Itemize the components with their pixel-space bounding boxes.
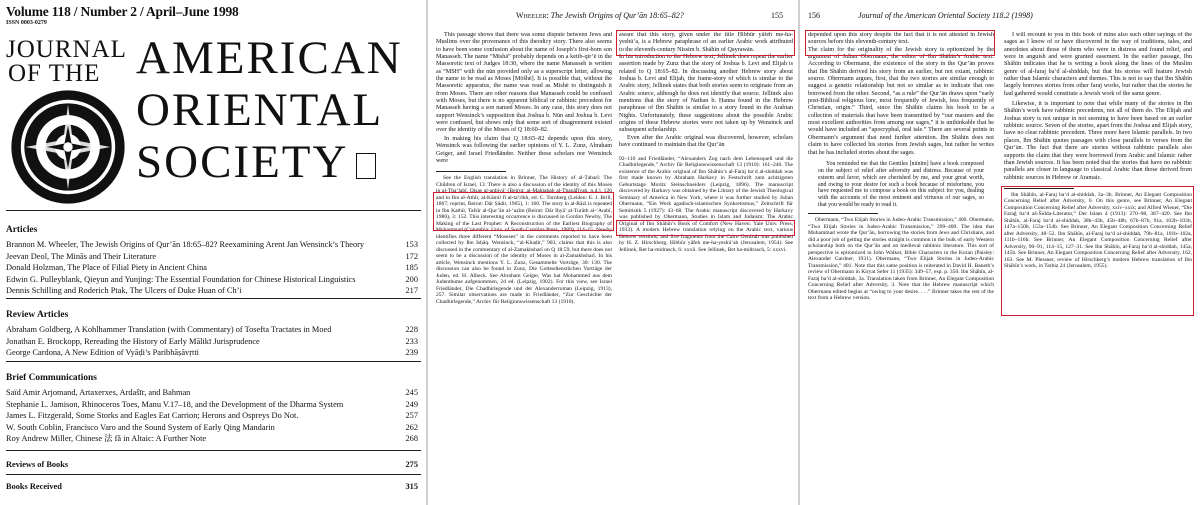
page-number: 155	[771, 11, 783, 20]
highlighted-likewise: Likewise, it is important to note that while many of the stories in Ibn Shāhīn’s work have rabbinic precedents, not all of them do. The Elijah and Joshua story is not unique in not seeming to have been based on an earlier rabbinic source. Seven of the stories, apart from the Joshua and Elijah story, have no clear rabbinic precedent. Three more have Islamic parallels. In two places, Ibn Shāhīn quotes passages with close parallels to verses from the Qur’ān. The fact that there are stories without rabbinic parallels also supports the claim that they were borrowed from Arabic and Islamic rather than Jewish sources. It has been noted that the stories that have no rabbinic parallels are closer in language to classical Arabic than those derived from rabbinic sources in Hebrew or Aramaic.	[1004, 101, 1192, 181]
footnotes-right	[619, 156, 793, 254]
books-reviews-page: 275	[405, 460, 418, 469]
toc-entry-title: Dennis Schilling and Roderich Ptak, The Ulcers of Duke Huan of Ch’i	[6, 286, 242, 296]
divider	[6, 361, 421, 362]
right-column	[619, 32, 793, 503]
section-reviews: Review Articles	[6, 310, 69, 320]
footnote-text: Ibn Shāhīn, al-Faraj ba‘d al-shiddah, 3a–3b. Brinner, An Elegant Composition Concerning Relief after Adversity, 6. On this genre, see Brinner, An Elegant Composition Concerning Relief after Adversity, xxiv–xxix; and Alfred Wiener, “Die Faraǧ ba‘d aš-Šidda-Literatur,” Der Islam 4 (1913): 270–98, 387–420. See Ibn Shāhīn, al-Faraj ba‘d al-shiddah, 38b–43b, 45b–48b, 67b–87b, 91a, 102b–103b, 147a–150b, 153a–154b. See Brinner, An Elegant Composition Concerning Relief after Adversity, 48–52. Ibn Shāhīn, al-Faraj ba‘d al-shiddah, 79b–81a, 101b–102a, 111b–116b. See Brinner, An Elegant Composition Concerning Relief after Adversity, 90–91, 114–15, 127–31. See Ibn Shāhīn, al-Faraj ba‘d al-shiddah, 145a, 145b. See Brinner, An Elegant Composition Concerning Relief after Adversity, 162, 163. See M. Plessner, review of Hirschberg’s modern Hebrew translation of Ibn Shāhīn’s work, in Tarbiẓ 24 (Jerusalem, 1955).	[1004, 191, 1192, 270]
books-received-label: Books Received	[6, 482, 62, 491]
left-column	[808, 32, 994, 503]
footnote-rule	[436, 171, 506, 172]
highlighted-claim	[436, 136, 612, 165]
issn: ISSN 0003-0279	[6, 20, 47, 26]
toc-entry-title: Abraham Goldberg, A Kohlhammer Translation (with Commentary) of Tosefta Tractates in Moed	[6, 325, 332, 334]
square-ornament	[356, 153, 376, 179]
articles-list	[6, 239, 418, 297]
reviews-list	[6, 324, 418, 359]
body-paragraph: The claim for the originality of the Jewish story is epitomized by the argument of Julian Obermann, the editor of Ibn Shāhīn’s Arabic text. According to Obermann, the existence of the story in the Qur’ān proves that Ibn Shāhīn derived his story from an earlier, but not extant, rabbinic source. Obermann argues, first, that the two stories are similar enough to suggest a genetic relationship but not so similar as to indicate that one borrowed from the other. Second, “as a rule” the Qur’ān draws upon “early post-Biblical religious lore, most frequently of Jewish, less frequently of Christian, origin.” Third, since Ibn Shāhīn claims his book to be a collection of materials that have been transmitted by “our masters and the most excellent authorities from among our sages,” it is unthinkable that he would have included an “apocryphal, oral tale.” There are several points in Obermann’s argument that need further attention. Ibn Shāhīn does not claim to have collected his stories from Jewish sages, but rather he writes that he has included stories about the sages.	[808, 46, 994, 156]
books-reviews-row	[6, 459, 418, 471]
books-received-row	[6, 481, 418, 493]
toc-entry-page: 262	[405, 422, 418, 432]
toc-entry-page: 228	[405, 325, 418, 334]
highlighted-text: In making his claim that Q 18:65–82 depends upon this story, Wensinck was following the earlier opinions of Y. L. Zunz, Abraham Geiger, and Israel Friedländer. Neither these scholars nor Wensinck were	[436, 135, 612, 164]
toc-entry-title: George Cardona, A New Edition of Vyāḍi’s Paribhāṣāvṛtti	[6, 348, 199, 358]
toc-entry-page: 245	[405, 388, 418, 397]
page-number: 156	[808, 11, 820, 20]
article-entry	[6, 274, 418, 286]
article-page-155	[428, 0, 798, 505]
toc-entry-page: 257	[405, 411, 418, 421]
footnote-rule	[808, 213, 878, 214]
toc-entry-title: Saïd Amir Arjomand, Artaxerxes, Ardašīr, and Bahman	[6, 388, 191, 397]
toc-entry-page: 217	[405, 286, 418, 296]
running-header	[858, 11, 1033, 20]
footnote-rule	[1004, 188, 1074, 189]
journal-cover-page	[0, 0, 426, 505]
toc-entry-title: Edwin G. Pulleyblank, Qieyun and Yunjing: The Essential Foundation for Chinese Historical Linguistics	[6, 274, 356, 284]
review-entry	[6, 324, 418, 336]
highlighted-depended: depended upon this story despite the fact that it is not attested in Jewish sources before this eleventh-century text.	[808, 32, 994, 46]
brief-entry	[6, 433, 418, 445]
article-page-156	[800, 0, 1200, 505]
section-articles: Articles	[6, 225, 38, 235]
toc-entry-page: 172	[405, 251, 418, 261]
toc-entry-page: 185	[405, 263, 418, 273]
running-header	[516, 11, 684, 20]
toc-entry-title: Donald Holzman, The Place of Filial Piety in Ancient China	[6, 263, 207, 273]
brief-list	[6, 387, 418, 445]
title-society-line	[136, 136, 376, 188]
divider	[6, 298, 421, 299]
body-paragraph: In his introduction to the Hebrew text, Jellinek does repeat the earlier assertion made by Zunz that the story of Joshua b. Levi and Elijah is related to Q 18:65–82. In discussing another Hebrew story about Joshua b. Levi and Elijah, the frame-story of which is similar to the Arabic story, Jellinek states that both stories seem to originate from an Arabic source, although he does not identify that source. Jellinek also mentions that the story of Nathan b. Ḥanna found in the Hebrew paraphrase of Ibn Shāhīn is similar to a story found in the Arabian Nights. Unfortunately, these suggestions about the possible Arabic origins of these Hebrew stories were not taken up by Wensinck and subsequent scholarship.	[619, 54, 793, 134]
toc-entry-title: Brannon M. Wheeler, The Jewish Origins of Qur’ān 18:65–82? Reexamining Arent Jan Wensinck’s Theory	[6, 240, 365, 249]
toc-entry-title: W. South Coblin, Francisco Varo and the Sound System of Early Qing Mandarin	[6, 422, 275, 432]
toc-entry-page: 200	[405, 274, 418, 284]
toc-entry-page: 239	[405, 348, 418, 358]
toc-entry-page: 249	[405, 399, 418, 409]
header-title: Journal of the American Oriental Society 118.2 (1998)	[858, 11, 1033, 20]
toc-entry-title: James L. Fitzgerald, Some Storks and Eagles Eat Carrion; Herons and Ospreys Do Not.	[6, 411, 299, 421]
article-entry	[6, 239, 418, 251]
review-entry	[6, 336, 418, 348]
toc-entry-title: Jeevan Deol, The Minās and Their Literature	[6, 251, 157, 261]
title-society: SOCIETY	[136, 136, 349, 188]
brief-entry	[6, 422, 418, 434]
review-entry	[6, 347, 418, 359]
header-title: The Jewish Origins of Qur’ān 18:65–82?	[550, 11, 684, 20]
footnotes-right	[1004, 188, 1192, 270]
brief-entry	[6, 399, 418, 411]
body-paragraph: I will recount to you in this book of mine also such other sayings of the sages as I know of or have discovered in the way of traditions, tales, and anecdotes about those of them who were in distress and found relief, and were in anguish and were granted easement. In the earlier passage, Ibn Shāhīn indicates that he is writing a book along the lines of the Muslim genre of al-faraj ba‘d al-shiddah, but that his stories will feature Jewish rather than Islamic characters and themes. This is not to say that Ibn Shāhīn largely borrows stories from other faraj works, but rather that the stories he had gathered would constitute a Jewish work of the same genre.	[1004, 32, 1192, 97]
brief-entry	[6, 410, 418, 422]
toc-entry-page: 268	[405, 434, 418, 444]
toc-entry-title: Stephanie L. Jamison, Rhinoceros Toes, Manu V.17–18, and the Development of the Dharma System	[6, 399, 344, 409]
toc-entry-page: 233	[405, 336, 418, 346]
divider	[6, 210, 421, 211]
divider	[6, 474, 421, 475]
footnote-text: See the English translation in Brinner, The History of al-Ṭabarī: The Children of Israel, 13. There is also a discussion of the identity of this Moses in al-Tha‘labī, Qiṣaṣ al-anbiyā’ (Beirut: al-Maktabah al-Thaqāfīyah, n.d.), 126 and in Ibn al-Athīr, al-Kāmil fī al-ta’rīkh, ed. C. Tornberg (Leiden: E. J. Brill, 1867; reprint, Beirut: Dār Ṣādir, 1965), 1: 160. The story in al-Rāzī is repeated in Ibn Kathīr, Tafsīr al-Qur’ān al-‘aẓīm (Beirut: Dār Iḥyā’ al-Turāth al-‘Arabī, 1980), 3: 152. This interesting occurrence is discussed in Gordon Newby, The Making of the Last Prophet: A Reconstruction of the Earliest Biography of Muhammad (Columbia: Univ. of South Carolina Press, 1989), 114–15. Newby identifies three different “Moseses” in the comments reported to have been collected by Ibn Isḥāq. Wensinck, “al-Khaḍir,” 903, claims that this is also discussed in the commentary of al-Zamakhsharī on Q 18:59, but there does not seem to be a discussion of the identity of Moses in al-Zamakhsharī. In his article, Wensinck mentions Y. L. Zunz, Gesammelte Vorträge, 30: 130. The discussion can also be found in Zunz, Die Gottesdienstlichen Vorträge der Juden, ed. H. Albeck. See Abraham Geiger, Was hat Mohammed aus dem Judenthume aufgenommen, 2d ed. (Leipzig, 1902). For this view, see Israel Friedländer, Die Chadhirlegende und der Alexanderroman (Leipzig, 1913), 257. Similar observations are made in Friedländer, “Zur Geschichte der Chadhirlegende,” Archiv für Religionswissenschaft 13 (1910).	[436, 175, 612, 305]
title-oriental: ORIENTAL	[136, 84, 384, 136]
title-american: AMERICAN	[136, 32, 403, 84]
block-quote: You reminded me that the Gentiles [mīnīm] have a book composed on the subject of relief after adversity and distress. Because of your esteem and favor, which are cherished by me, and your great worth, and owing to your desire for such a book because of misfortune, you have requested me to compose a book on this subject for you, dealing with the accounts of the most eminent and virtuous of our sages, so that you would be ready to read it.	[818, 160, 984, 209]
books-reviews-label: Reviews of Books	[6, 460, 69, 469]
volume-line: Volume 118 / Number 2 / April–June 1998	[6, 4, 239, 19]
title-of-the: OF THE	[8, 60, 101, 87]
footnote-text: Obermann, “Two Elijah Stories in Judeo-Arabic Transmission,” 400. Obermann, “Two Elijah Stories in Judeo-Arabic Transmission,” 399–400. The idea that Muhammad wrote the Qur’ān, borrowing the stories from Jews and Christians, and did a poor job of getting the stories straight is common in the bulk of early Western scholarship both on the Qur’ān and on medieval rabbinic literature. This sort of perspective is epitomized in John Walker, Bible Characters in the Koran (Paisley: Alexander Gardner, 1931). Obermann, “Two Elijah Stories in Judeo-Arabic Transmission,” 401. Note that this same position is reiterated in David H. Baneth’s review of Obermann in Kiryat Sefer 11 (1935): 349–57, esp. p. 350. Ibn Shāhīn, al-Faraj ba‘d al-shiddah, 3a. Translation taken from Brinner, An Elegant Composition Concerning Relief after Adversity, 3. Note that the Hebrew manuscript which Obermann edited begins at “owing to your desire. . . .” Brinner takes the rest of the text from a Hebrew version.	[808, 217, 994, 302]
toc-entry-title: Roy Andrew Miller, Chinese 法 fǎ in Altaic: A Further Note	[6, 434, 207, 444]
toc-entry-title: Jonathan E. Brockopp, Rereading the History of Early Mālikī Jurisprudence	[6, 336, 260, 346]
article-entry	[6, 262, 418, 274]
right-column	[1004, 32, 1192, 503]
footnote-text: 92–110 and Friedländer, “Alexanders Zug nach dem Lebensquell und die Chadhirlegende,” Archiv für Religionswissenschaft 13 (1910): 161–246. The existence of the Arabic original of Ibn Shāhīn’s al-Faraj ba‘d al-shiddah was first made known by Abraham Harkavy in Festschrift zum achtzigsten Geburtstage Moritz Steinschneiders (Leipzig, 1896). The manuscript discovered by Harkavy was obtained by the Library of the Jewish Theological Seminary of America in New York, where it was further studied by Julian Obermann, “Ein Werk agadisch-islamischen Synkretismus,” Zeitschrift für Semitistik 5 (1927): 43–68. The Arabic manuscript discovered by Harkavy was published by Obermann, Studies in Islam and Judaism: The Arabic Original of Ibn Shāhīn’s Book of Comfort (New Haven: Yale Univ. Press, 1933). A modern Hebrew translation relying on the Arabic text, various Hebrew versions, and five fragments from the Cairo Genizah was published by H. Z. Hirschberg, Ḥibbūr yāfeh me-ha-yeshū‘ah (Jerusalem, 1954). See Jellinek, Bet ha-midrasch, 6: xxxii. See Jellinek, Bet ha-midrasch, 5: xxxvi.	[619, 155, 793, 253]
divider	[6, 450, 421, 451]
body-paragraph: This passage shows that there was some dispute between Jews and Muslims over the provenance of this theodicy story. There also seems to have been some confusion about the name of Joseph’s first-born son Manasseh. The name “Mishā” probably depends on a ketib-qīr’ē in the Massoretic text of Judges 18:30, where the name Manasseh is written as “MSH” with the nūn provided only as a superscript letter, allowing the name to be read as Moses [Mōšhē]. It is possible that, without the Massoretic apparatus, the name was read as Mishē to distinguish it from Moses. There are other reasons that Manasseh could be confused with Moses, but there is no apparent biblical or rabbinic precedent for Manasseh having a son named Moses. In any case, this story does not support Wensinck’s supposition that Joshua b. Nūn and Joshua b. Levi were confused, but shows only that some sort of disagreement existed over the identity of the Moses of Q 18:60–82.	[436, 32, 612, 134]
books-received-page: 315	[405, 482, 418, 491]
highlighted-aware: aware that this story, given under the title Ḥibbūr yāfeh me-ha-yeshū‘a, is a Hebrew paraphrase of an earlier Arabic work attributed to the eleventh-century Nissim b. Shāhīn of Qayrawān.	[619, 32, 793, 53]
footnotes-left	[436, 171, 612, 305]
article-entry	[6, 251, 418, 263]
left-column	[436, 32, 612, 503]
brief-entry	[6, 387, 418, 399]
header-author: Wheeler:	[516, 11, 549, 20]
highlighted-however: Even after the Arabic original was discovered, however, scholars have continued to maintain that the Qur’ān	[619, 134, 793, 149]
toc-entry-page: 153	[405, 240, 418, 249]
footnotes-left	[808, 213, 994, 302]
society-seal-logo	[9, 88, 127, 206]
section-brief: Brief Communications	[6, 373, 97, 383]
title-journal: JOURNAL	[6, 36, 127, 63]
article-entry	[6, 285, 418, 297]
